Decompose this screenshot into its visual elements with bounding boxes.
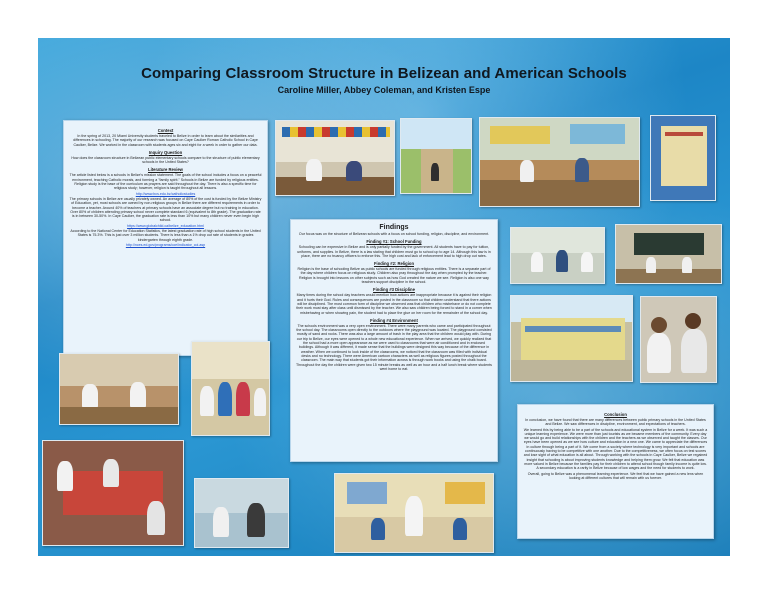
finding-4-heading: Finding #4 Environment xyxy=(370,317,418,323)
finding-3-text: Many times during the school day teachers would mention how actions are inappropriate because it is against their religion and it hurts their God. Rules and consequences are posted in the classroom so that children understand that there actions will be disciplined. The most common form of discipline we observed was that children who misbehave or do not complete their work must stay after class until dismissed by the teacher. We also saw children being forced to stand in a corner when misbehaving or when showing pain, the student had to place the glue on her room for the remainder of the school day. xyxy=(296,293,492,315)
conclusion-panel xyxy=(517,404,714,539)
findings-intro: Our focus was on the structure of Belizean schools with a focus on school funding, religion, discipline, and environment. xyxy=(298,232,490,236)
finding-2-text: Religion is the base of schooling Belize as public schools are funded through religious entities. There is a separate part of the day where children focus on religious study. Children also pray throughout the day when prompted by the teacher. Religion is brought into lessons on other subjects such as how God created the nature we see. Religion is also one way teachers support discipline in the school. xyxy=(297,267,491,285)
finding-2-heading: Finding #2: Religion xyxy=(373,261,414,267)
left-text-panel xyxy=(63,120,268,356)
conclusion-text-3: Overall, going to Belize was a phenomenal learning experience. We feel that we have gained a new lens when looking at different cultures that will remain with us forever. xyxy=(527,471,704,480)
conclusion-text-1: In conclusion, we have found that there are many differences between public primary schools in the United States and Belize. We saw differences in discipline, environment, and expectations of teachers. xyxy=(525,418,706,427)
finding-1-text: Schooling can be expensive in Belize and is only partially funded by the government. All students have to pay for tuition, uniforms, and supplies. In Belize, there is a law stating that children must go to school up to age 14. Although this law is in place, there are no truancy officers to enforce this. The high cost and lack of enforcement lead to high drop out rates. xyxy=(297,245,491,258)
photo-chalkboard-room xyxy=(615,224,722,284)
photo-road-walk xyxy=(400,118,472,194)
finding-1-heading: Finding #1: School Funding xyxy=(366,239,422,245)
photo-children-group xyxy=(191,341,270,436)
photo-classroom-bunting xyxy=(275,120,395,196)
literature-text-2: The primary schools in Belize are usually privately owned. An average of 80% of the cost is funded by the Belize Ministry of Education, yet, most schools are owned by non-religious groups in Belize there are different requirements in order to become a teacher. Around 40% of teachers at primary schools have an associate degree but no training in education. Over 80% of children attending primary school never complete standard 6 (equivalent to 8th grade). The graduation rate is in between 30-50%. In Caye Caulker, the graduation rate is less than 10% but many children never even begin high school. xyxy=(69,196,262,223)
literature-heading: Literature Review xyxy=(148,167,183,173)
literature-text-3: According to the National Center for Education Statistics, the latest graduation rate of high school students in the United States is 75.3%. This is just over 3 million students. There is less than a 1% drop out rate of students in grades kindergarten through eighth grade. xyxy=(70,229,261,242)
literature-link-2[interactable]: https://www.globalchild.ca/belize_education.html xyxy=(127,223,204,228)
finding-4-text: The schools environment was a very open environment. There were many parents who came and participated throughout the school day. The classrooms open directly to the outdoors where the playground was located. The playground consisted mostly of sand and rocks. There was also a large amount of trash in the play area that the children would play with. During our trip to Belize, our eyes were opened to a whole new educational experience. When we arrived, we quickly realized that the school had a more open appearance as we were used to classrooms that were air conditioned and in enclosed buildings. Although it was different, it made sense that the buildings were designed this way because of the difference in weather. When we continued to look inside of the classrooms, we noticed that the classroom was filled with individual desks and no technology. There were American cartoon characters as well as religious figures posted throughout the classroom. The main way that students got their information across is through work books and using the chalk board. Throughout the day the children were given two 15 minute breaks as well as an hour and a half lunch break where students went home to eat. xyxy=(296,323,492,371)
photo-students-at-desk xyxy=(59,353,179,425)
conclusion-heading: Conclusion xyxy=(604,412,627,417)
photo-teacher-students xyxy=(194,478,289,548)
poster-title: Comparing Classroom Structure in Belizean and American Schools xyxy=(141,65,627,82)
context-text: In the spring of 2013, 20 Miami University students traveled to Belize in order to learn about the similarities and differences in schooling. The majority of our research was focused on Caye Caulker Roman Catholic School in Caye Caulker, Belize. We worked in the classroom with students ages six and eight for a week in order to gather our data. xyxy=(73,134,258,147)
poster-authors: Caroline Miller, Abbey Coleman, and Kristen Espe xyxy=(277,85,491,95)
photo-classroom-wide xyxy=(334,473,494,553)
findings-heading: Findings xyxy=(379,224,409,231)
conclusion-text-2: We learned this by being able to be a part of the schools and educational system in Belize for a week. It was such a unique learning experience. We were more than just tourists as we became members of the community. Every day we would go and build relationships with the children and the teachers as we observed and taught the classes. Our eyes have been opened as we see how culture and education in a new one. We came to appreciate the differences in culture through being a part of it. We come from a society where technology is very important and schools are continuously having to be competitive with one another. Due to the competitiveness, we often focus on test scores and lose sight of what education is all about. Through working with the schools in Caye Caulker, Belize we regained insight that schooling is about improving students knowledge and helping them grow. We felt that education was more valued in Belize because the families pay for their children to attend school though family income is quite low. A secondary education is a rarity in Belize because of low wages and the need for students to work. xyxy=(523,427,708,471)
photo-girls-portrait xyxy=(640,296,717,383)
literature-link-3[interactable]: http://nces.ed.gov/programs/coe/indicator_coi.asp xyxy=(125,242,206,247)
finding-3-heading: Finding #3 Discipline xyxy=(373,287,415,293)
photo-children-classroom xyxy=(510,227,605,284)
photo-school-building xyxy=(510,295,633,382)
photo-classroom-desks xyxy=(479,117,640,207)
findings-panel xyxy=(290,219,498,462)
inquiry-heading: Inquiry Question xyxy=(148,149,183,155)
inquiry-text: How does the classroom structure in Belizean public elementary schools compare to the structure of public elementary schools in the United States? xyxy=(71,155,260,165)
literature-text-1: The article listed below is a schools in Belize's mission statement. The goals of the school includes a focus on a peaceful environment, teaching Catholic morals, and forming a "family spirit." Schools in Belize are funded by religious entities. Religion study is the base of the curriculum as prayers are said throughout the day. There is also a specific time for religious study; however, religion is taught throughout all lessons. xyxy=(69,173,262,191)
context-heading: Context xyxy=(157,128,174,133)
poster xyxy=(38,38,730,556)
literature-link-1[interactable]: http://www.bcs.edu.bz/catholicstudies xyxy=(135,191,196,196)
photo-classroom-activity xyxy=(42,440,184,546)
photo-bulletin-board xyxy=(650,115,716,201)
